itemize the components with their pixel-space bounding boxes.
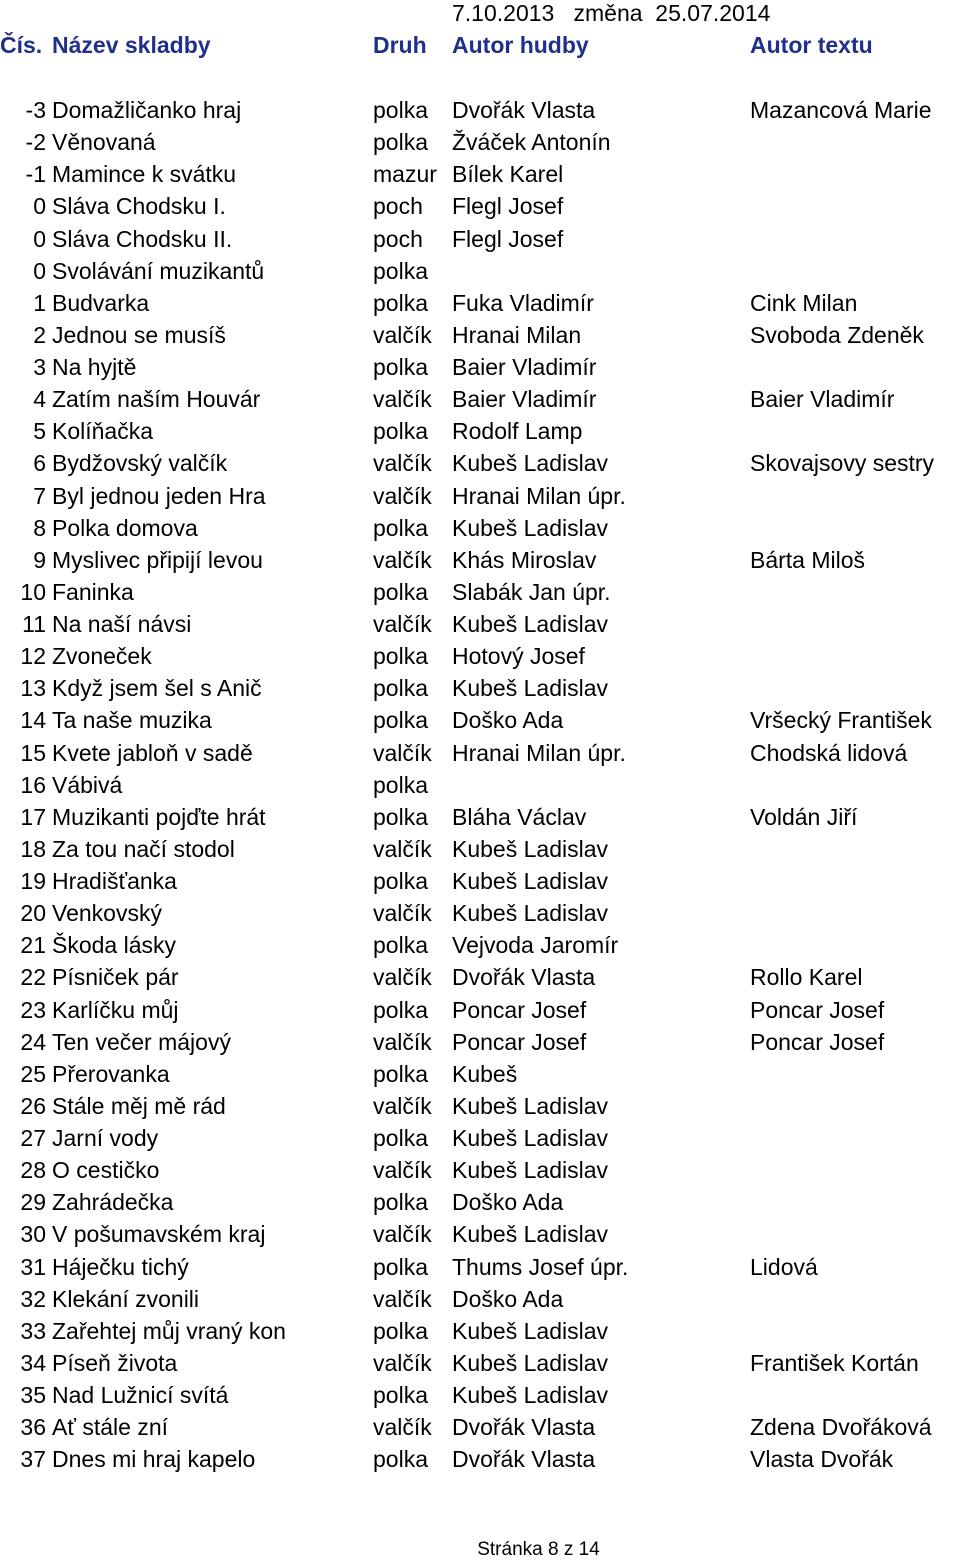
song-number: 30 bbox=[20, 1221, 46, 1248]
song-type: valčík bbox=[373, 1285, 432, 1312]
song-type: valčík bbox=[373, 1349, 432, 1376]
song-title: Faninka bbox=[52, 578, 134, 605]
lyrics-author: Voldán Jiří bbox=[750, 803, 858, 830]
song-title: Dnes mi hraj kapelo bbox=[52, 1446, 256, 1473]
song-number: 22 bbox=[20, 964, 46, 991]
music-author: Baier Vladimír bbox=[452, 386, 597, 413]
song-title: Ať stále zní bbox=[52, 1414, 169, 1441]
song-number: 28 bbox=[20, 1157, 46, 1184]
music-author: Žváček Antonín bbox=[452, 129, 611, 156]
song-title: Jarní vody bbox=[52, 1125, 159, 1151]
table-row bbox=[0, 544, 960, 576]
song-title: Věnovaná bbox=[52, 129, 156, 156]
table-row bbox=[0, 1026, 960, 1058]
song-type: polka bbox=[373, 868, 428, 894]
song-title: Myslivec připijí levou bbox=[52, 546, 263, 573]
table-row bbox=[0, 994, 960, 1026]
song-number: 34 bbox=[20, 1349, 46, 1376]
header-music-author: Autor hudby bbox=[452, 32, 589, 58]
music-author: Poncar Josef bbox=[452, 996, 587, 1023]
song-number: 23 bbox=[20, 996, 46, 1023]
lyrics-author: Vršecký František bbox=[750, 707, 932, 734]
song-number: 12 bbox=[20, 643, 46, 670]
song-title: Bydžovský valčík bbox=[52, 450, 228, 477]
table-row bbox=[0, 961, 960, 993]
music-author: Khás Miroslav bbox=[452, 546, 597, 573]
song-number: 8 bbox=[33, 514, 46, 541]
lyrics-author: Zdena Dvořáková bbox=[750, 1414, 932, 1441]
song-type: valčík bbox=[373, 835, 432, 862]
music-author: Thums Josef úpr. bbox=[452, 1253, 629, 1280]
song-type: valčík bbox=[373, 321, 432, 348]
music-author: Poncar Josef bbox=[452, 1028, 587, 1055]
table-row bbox=[0, 897, 960, 929]
song-type: mazur bbox=[373, 161, 437, 188]
song-type: valčík bbox=[373, 1414, 432, 1441]
song-number: 14 bbox=[20, 707, 46, 734]
table-row bbox=[0, 415, 960, 447]
music-author: Kubeš Ladislav bbox=[452, 1317, 608, 1344]
music-author: Kubeš Ladislav bbox=[452, 868, 608, 894]
song-title: Ten večer májový bbox=[52, 1028, 231, 1055]
song-title: Muzikanti pojďte hrát bbox=[52, 803, 266, 830]
song-title: Svolávání muzikantů bbox=[52, 257, 265, 284]
song-number: 0 bbox=[33, 193, 46, 220]
song-type: polka bbox=[373, 803, 428, 830]
song-title: Jednou se musíš bbox=[52, 321, 226, 348]
music-author: Vejvoda Jaromír bbox=[452, 932, 619, 959]
song-number: 5 bbox=[33, 418, 46, 445]
song-title: Venkovský bbox=[52, 900, 162, 927]
song-number: 21 bbox=[20, 932, 46, 959]
table-row bbox=[0, 704, 960, 736]
song-type: polka bbox=[373, 643, 428, 670]
lyrics-author: Chodská lidová bbox=[750, 739, 908, 766]
lyrics-author: Lidová bbox=[750, 1253, 818, 1280]
song-type: poch bbox=[373, 193, 423, 220]
music-author: Doško Ada bbox=[452, 707, 564, 734]
music-author: Kubeš Ladislav bbox=[452, 450, 608, 477]
song-title: O cestičko bbox=[52, 1157, 160, 1184]
table-row bbox=[0, 287, 960, 319]
table-row bbox=[0, 223, 960, 255]
song-type: polka bbox=[373, 707, 428, 734]
table-row bbox=[0, 640, 960, 672]
music-author: Rodolf Lamp bbox=[452, 418, 583, 445]
table-row bbox=[0, 833, 960, 865]
table-row bbox=[0, 1283, 960, 1315]
song-number: 7 bbox=[33, 482, 46, 509]
table-row bbox=[0, 190, 960, 222]
song-title: Polka domova bbox=[52, 514, 198, 541]
page-number: Stránka 8 z 14 bbox=[477, 1539, 600, 1560]
song-number: 20 bbox=[20, 900, 46, 927]
song-number: 17 bbox=[20, 803, 46, 830]
song-number: 15 bbox=[20, 739, 46, 766]
music-author: Kubeš Ladislav bbox=[452, 1157, 608, 1184]
song-number: 1 bbox=[33, 289, 46, 316]
lyrics-author: František Kortán bbox=[750, 1349, 919, 1376]
table-row bbox=[0, 383, 960, 415]
song-number: 25 bbox=[20, 1060, 46, 1087]
header-type: Druh bbox=[373, 32, 427, 58]
music-author: Kubeš bbox=[452, 1060, 518, 1087]
song-type: valčík bbox=[373, 964, 432, 991]
song-number: 3 bbox=[33, 354, 46, 380]
song-type: valčík bbox=[373, 1028, 432, 1055]
song-title: Byl jednou jeden Hra bbox=[52, 482, 266, 509]
song-title: Nad Lužnicí svítá bbox=[52, 1382, 229, 1408]
lyrics-author: Vlasta Dvořák bbox=[750, 1446, 894, 1473]
song-type: polka bbox=[373, 1253, 428, 1280]
music-author: Baier Vladimír bbox=[452, 354, 597, 380]
song-title: Kvete jabloň v sadě bbox=[52, 739, 253, 766]
table-row bbox=[0, 512, 960, 544]
table-row bbox=[0, 1379, 960, 1411]
song-type: polka bbox=[373, 257, 428, 284]
lyrics-author: Baier Vladimír bbox=[750, 386, 895, 413]
song-title: Za tou načí stodol bbox=[52, 835, 235, 862]
song-type: polka bbox=[373, 97, 428, 123]
song-number: 4 bbox=[33, 386, 46, 413]
song-title: Ta naše muzika bbox=[52, 707, 212, 734]
song-title: Píseň života bbox=[52, 1349, 178, 1376]
music-author: Kubeš Ladislav bbox=[452, 514, 608, 541]
lyrics-author: Poncar Josef bbox=[750, 996, 885, 1023]
table-row bbox=[0, 672, 960, 704]
table-row bbox=[0, 1251, 960, 1283]
song-type: valčík bbox=[373, 611, 432, 637]
song-type: polka bbox=[373, 1382, 428, 1408]
lyrics-author: Mazancová Marie bbox=[750, 97, 932, 123]
song-number: 36 bbox=[20, 1414, 46, 1441]
song-title: Písniček pár bbox=[52, 964, 179, 991]
table-row bbox=[0, 447, 960, 479]
table-row bbox=[0, 1347, 960, 1379]
song-type: valčík bbox=[373, 1157, 432, 1184]
song-type: polka bbox=[373, 1125, 428, 1151]
song-type: valčík bbox=[373, 450, 432, 477]
music-author: Kubeš Ladislav bbox=[452, 1382, 608, 1408]
table-row bbox=[0, 801, 960, 833]
music-author: Kubeš Ladislav bbox=[452, 1092, 608, 1119]
song-number: 26 bbox=[20, 1092, 46, 1119]
music-author: Hotový Josef bbox=[452, 643, 585, 670]
table-row bbox=[0, 319, 960, 351]
header-title: Název skladby bbox=[52, 32, 211, 58]
table-row bbox=[0, 1315, 960, 1347]
song-type: polka bbox=[373, 514, 428, 541]
table-row bbox=[0, 929, 960, 961]
lyrics-author: Poncar Josef bbox=[750, 1028, 885, 1055]
music-author: Flegl Josef bbox=[452, 193, 564, 220]
table-row bbox=[0, 1186, 960, 1218]
song-title: V pošumavském kraj bbox=[52, 1221, 266, 1248]
song-title: Mamince k svátku bbox=[52, 161, 237, 188]
music-author: Fuka Vladimír bbox=[452, 289, 594, 316]
song-type: poch bbox=[373, 225, 423, 252]
table-row bbox=[0, 1411, 960, 1443]
song-title: Klekání zvonili bbox=[52, 1285, 200, 1312]
song-title: Škoda lásky bbox=[52, 932, 177, 959]
song-number: -2 bbox=[25, 129, 46, 156]
lyrics-author: Rollo Karel bbox=[750, 964, 863, 991]
song-type: polka bbox=[373, 578, 428, 605]
table-row bbox=[0, 1090, 960, 1122]
song-number: 18 bbox=[20, 835, 46, 862]
song-type: polka bbox=[373, 1317, 428, 1344]
song-title: Hradišťanka bbox=[52, 868, 177, 894]
song-type: polka bbox=[373, 354, 428, 380]
song-type: polka bbox=[373, 418, 428, 445]
music-author: Kubeš Ladislav bbox=[452, 835, 608, 862]
lyrics-author: Cink Milan bbox=[750, 289, 858, 316]
music-author: Kubeš Ladislav bbox=[452, 1221, 608, 1248]
song-number: 24 bbox=[20, 1028, 46, 1055]
song-number: 19 bbox=[20, 868, 46, 894]
music-author: Hranai Milan úpr. bbox=[452, 739, 626, 766]
song-number: 0 bbox=[33, 257, 46, 284]
music-author: Kubeš Ladislav bbox=[452, 675, 608, 702]
song-type: polka bbox=[373, 771, 428, 798]
song-type: valčík bbox=[373, 900, 432, 927]
lyrics-author: Svoboda Zdeněk bbox=[750, 321, 924, 348]
song-title: Stále měj mě rád bbox=[52, 1092, 226, 1119]
song-number: 32 bbox=[20, 1285, 46, 1312]
music-author: Kubeš Ladislav bbox=[452, 1349, 608, 1376]
table-row bbox=[0, 865, 960, 897]
song-table bbox=[0, 94, 960, 1475]
song-number: 27 bbox=[20, 1125, 46, 1151]
song-number: 2 bbox=[33, 321, 46, 348]
song-title: Když jsem šel s Anič bbox=[52, 675, 262, 702]
music-author: Bílek Karel bbox=[452, 161, 564, 188]
music-author: Doško Ada bbox=[452, 1285, 564, 1312]
table-row bbox=[0, 1154, 960, 1186]
song-title: Domažličanko hraj bbox=[52, 97, 242, 123]
table-row bbox=[0, 1218, 960, 1250]
music-author: Kubeš Ladislav bbox=[452, 611, 608, 637]
song-title: Sláva Chodsku II. bbox=[52, 225, 233, 252]
table-row bbox=[0, 351, 960, 383]
song-number: 35 bbox=[20, 1382, 46, 1408]
song-type: polka bbox=[373, 1060, 428, 1087]
song-title: Sláva Chodsku I. bbox=[52, 193, 226, 220]
table-row bbox=[0, 1058, 960, 1090]
date-line: 7.10.2013 změna 25.07.2014 bbox=[452, 0, 771, 26]
music-author: Dvořák Vlasta bbox=[452, 1414, 596, 1441]
music-author: Kubeš Ladislav bbox=[452, 900, 608, 927]
song-number: 29 bbox=[20, 1189, 46, 1216]
song-number: -3 bbox=[25, 97, 46, 123]
song-number: 0 bbox=[33, 225, 46, 252]
table-row bbox=[0, 158, 960, 190]
table-row bbox=[0, 576, 960, 608]
music-author: Dvořák Vlasta bbox=[452, 1446, 596, 1473]
music-author: Kubeš Ladislav bbox=[452, 1125, 608, 1151]
table-row bbox=[0, 608, 960, 640]
song-number: 37 bbox=[20, 1446, 46, 1473]
song-type: valčík bbox=[373, 1221, 432, 1248]
song-title: Přerovanka bbox=[52, 1060, 170, 1087]
table-row bbox=[0, 1122, 960, 1154]
song-number: -1 bbox=[25, 161, 46, 188]
song-title: Budvarka bbox=[52, 289, 150, 316]
table-row bbox=[0, 1443, 960, 1475]
table-row bbox=[0, 126, 960, 158]
song-title: Vábivá bbox=[52, 771, 123, 798]
song-number: 10 bbox=[20, 578, 46, 605]
music-author: Doško Ada bbox=[452, 1189, 564, 1216]
song-title: Zařehtej můj vraný kon bbox=[52, 1317, 286, 1344]
table-row bbox=[0, 255, 960, 287]
music-author: Hranai Milan úpr. bbox=[452, 482, 626, 509]
song-number: 16 bbox=[20, 771, 46, 798]
song-type: valčík bbox=[373, 739, 432, 766]
song-type: polka bbox=[373, 1446, 428, 1473]
table-row bbox=[0, 94, 960, 126]
music-author: Bláha Václav bbox=[452, 803, 587, 830]
header-number: Čís. bbox=[0, 32, 43, 58]
song-type: valčík bbox=[373, 386, 432, 413]
song-number: 31 bbox=[20, 1253, 46, 1280]
song-type: polka bbox=[373, 1189, 428, 1216]
song-title: Na hyjtě bbox=[52, 354, 137, 380]
song-number: 11 bbox=[22, 611, 46, 637]
song-number: 33 bbox=[20, 1317, 46, 1344]
song-type: polka bbox=[373, 996, 428, 1023]
lyrics-author: Skovajsovy sestry bbox=[750, 450, 935, 477]
music-author: Flegl Josef bbox=[452, 225, 564, 252]
music-author: Hranai Milan bbox=[452, 321, 582, 348]
song-title: Háječku tichý bbox=[52, 1253, 189, 1280]
song-number: 13 bbox=[20, 675, 46, 702]
song-type: valčík bbox=[373, 482, 432, 509]
table-row bbox=[0, 737, 960, 769]
song-title: Karlíčku můj bbox=[52, 996, 179, 1023]
song-type: valčík bbox=[373, 546, 432, 573]
song-title: Kolíňačka bbox=[52, 418, 154, 445]
song-title: Zatím naším Houvár bbox=[52, 386, 261, 413]
table-row bbox=[0, 769, 960, 801]
song-type: polka bbox=[373, 932, 428, 959]
song-type: valčík bbox=[373, 1092, 432, 1119]
song-type: polka bbox=[373, 289, 428, 316]
music-author: Dvořák Vlasta bbox=[452, 97, 596, 123]
header-lyrics-author: Autor textu bbox=[750, 32, 873, 58]
page-footer bbox=[0, 1539, 960, 1561]
song-title: Zahrádečka bbox=[52, 1189, 174, 1216]
music-author: Dvořák Vlasta bbox=[452, 964, 596, 991]
song-title: Zvoneček bbox=[52, 643, 152, 670]
song-title: Na naší návsi bbox=[52, 611, 192, 637]
music-author: Slabák Jan úpr. bbox=[452, 578, 611, 605]
song-type: polka bbox=[373, 675, 428, 702]
song-number: 6 bbox=[33, 450, 46, 477]
song-type: polka bbox=[373, 129, 428, 156]
table-header bbox=[0, 30, 960, 60]
table-row bbox=[0, 480, 960, 512]
song-number: 9 bbox=[33, 546, 46, 573]
lyrics-author: Bárta Miloš bbox=[750, 546, 866, 573]
